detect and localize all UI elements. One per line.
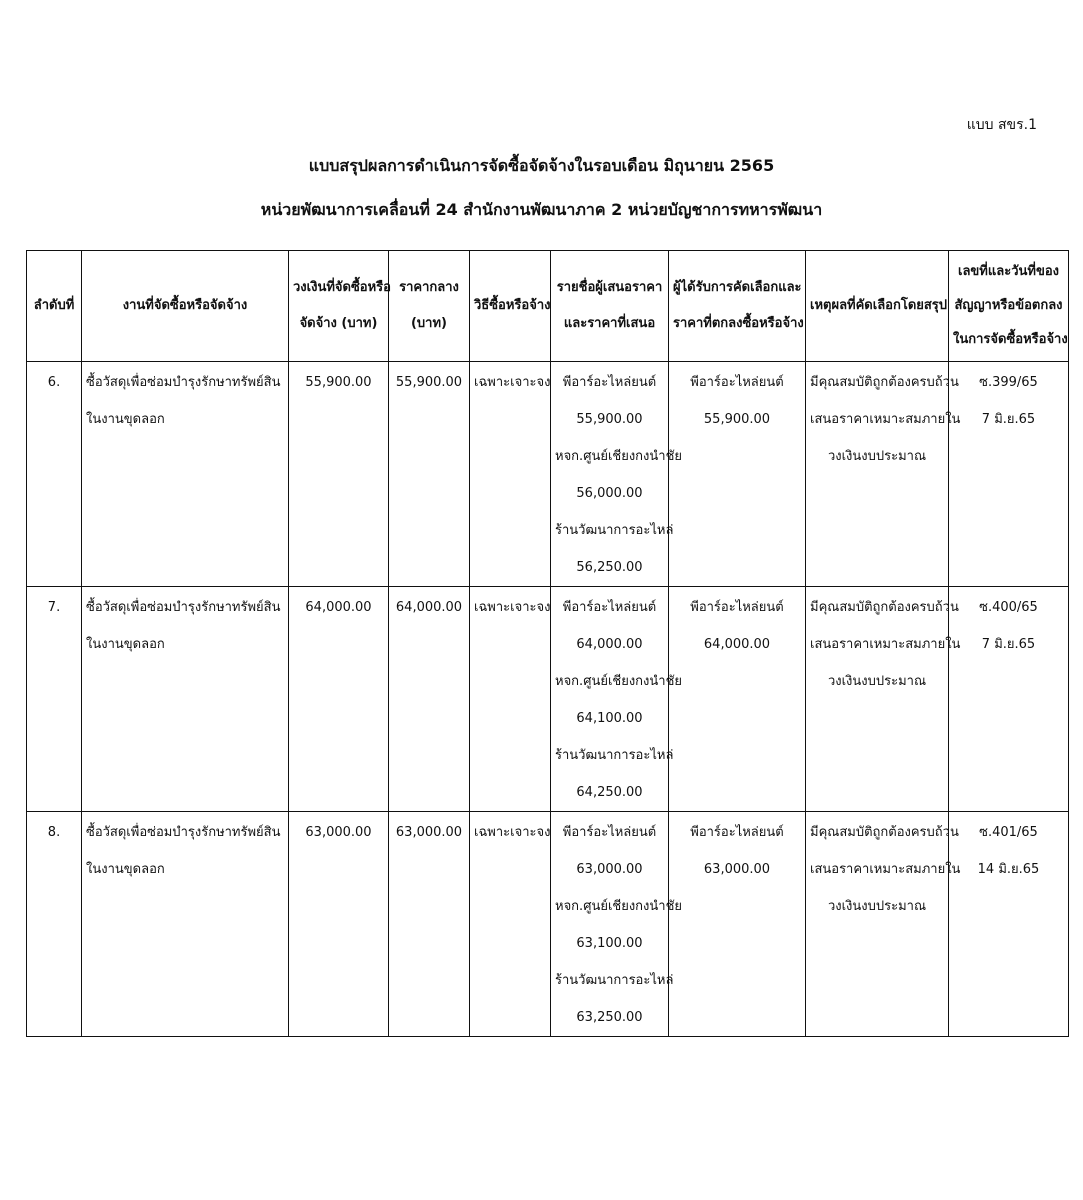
row-reason: มีคุณสมบัติถูกต้องครบถ้วน เสนอราคาเหมาะสมภายใน วงเงินงบประมาณ [806,812,949,1037]
row-no: 7. [27,587,82,812]
row-contract: ซ.399/65 7 มิ.ย.65 [949,362,1069,587]
table-header-row [27,251,1069,362]
header-method: วิธีซื้อหรือจ้าง [470,251,551,362]
header-contract: เลขที่และวันที่ของ สัญญาหรือข้อตกลง ในการจัดซื้อหรือจ้าง [949,251,1069,362]
document-subtitle: หน่วยพัฒนาการเคลื่อนที่ 24 สำนักงานพัฒนาภาค 2 หน่วยบัญชาการทหารพัฒนา [260,200,823,219]
row-work: ซื้อวัสดุเพื่อซ่อมบำรุงรักษาทรัพย์สิน ในงานขุดลอก [82,362,289,587]
header-median-price: ราคากลาง (บาท) [389,251,470,362]
row-budget: 64,000.00 [289,587,389,812]
header-selected: ผู้ได้รับการคัดเลือกและ ราคาที่ตกลงซื้อหรือจ้าง [669,251,806,362]
row-reason: มีคุณสมบัติถูกต้องครบถ้วน เสนอราคาเหมาะสมภายใน วงเงินงบประมาณ [806,587,949,812]
row-work: ซื้อวัสดุเพื่อซ่อมบำรุงรักษาทรัพย์สิน ในงานขุดลอก [82,587,289,812]
header-bidders: รายชื่อผู้เสนอราคา และราคาที่เสนอ [551,251,669,362]
row-median-price: 64,000.00 [389,587,470,812]
header-budget: วงเงินที่จัดซื้อหรือ จัดจ้าง (บาท) [289,251,389,362]
table-row [27,812,1069,1037]
row-reason: มีคุณสมบัติถูกต้องครบถ้วน เสนอราคาเหมาะสมภายใน วงเงินงบประมาณ [806,362,949,587]
row-work: ซื้อวัสดุเพื่อซ่อมบำรุงรักษาทรัพย์สิน ในงานขุดลอก [82,812,289,1037]
row-selected: พีอาร์อะไหล่ยนต์ 55,900.00 [669,362,806,587]
row-budget: 55,900.00 [289,362,389,587]
header-reason: เหตุผลที่คัดเลือกโดยสรุป [806,251,949,362]
row-median-price: 55,900.00 [389,362,470,587]
header-work: งานที่จัดซื้อหรือจัดจ้าง [82,251,289,362]
document-title: แบบสรุปผลการดำเนินการจัดซื้อจัดจ้างในรอบเดือน มิถุนายน 2565 [308,156,775,175]
row-selected: พีอาร์อะไหล่ยนต์ 63,000.00 [669,812,806,1037]
row-bidders: พีอาร์อะไหล่ยนต์ 55,900.00 หจก.ศูนย์เชียงกงนำชัย 56,000.00 ร้านวัฒนาการอะไหล่ 56,250.00 [551,362,669,587]
table-row [27,362,1069,587]
table-row [27,587,1069,812]
row-selected: พีอาร์อะไหล่ยนต์ 64,000.00 [669,587,806,812]
row-bidders: พีอาร์อะไหล่ยนต์ 63,000.00 หจก.ศูนย์เชียงกงนำชัย 63,100.00 ร้านวัฒนาการอะไหล่ 63,250.00 [551,812,669,1037]
header-no: ลำดับที่ [27,251,82,362]
row-bidders: พีอาร์อะไหล่ยนต์ 64,000.00 หจก.ศูนย์เชียงกงนำชัย 64,100.00 ร้านวัฒนาการอะไหล่ 64,250.00 [551,587,669,812]
row-median-price: 63,000.00 [389,812,470,1037]
row-method: เฉพาะเจาะจง [470,587,551,812]
row-contract: ซ.401/65 14 มิ.ย.65 [949,812,1069,1037]
row-method: เฉพาะเจาะจง [470,812,551,1037]
row-budget: 63,000.00 [289,812,389,1037]
row-method: เฉพาะเจาะจง [470,362,551,587]
procurement-summary-table [26,250,1069,1037]
form-code: แบบ สขร.1 [966,117,1037,133]
row-no: 8. [27,812,82,1037]
row-contract: ซ.400/65 7 มิ.ย.65 [949,587,1069,812]
row-no: 6. [27,362,82,587]
